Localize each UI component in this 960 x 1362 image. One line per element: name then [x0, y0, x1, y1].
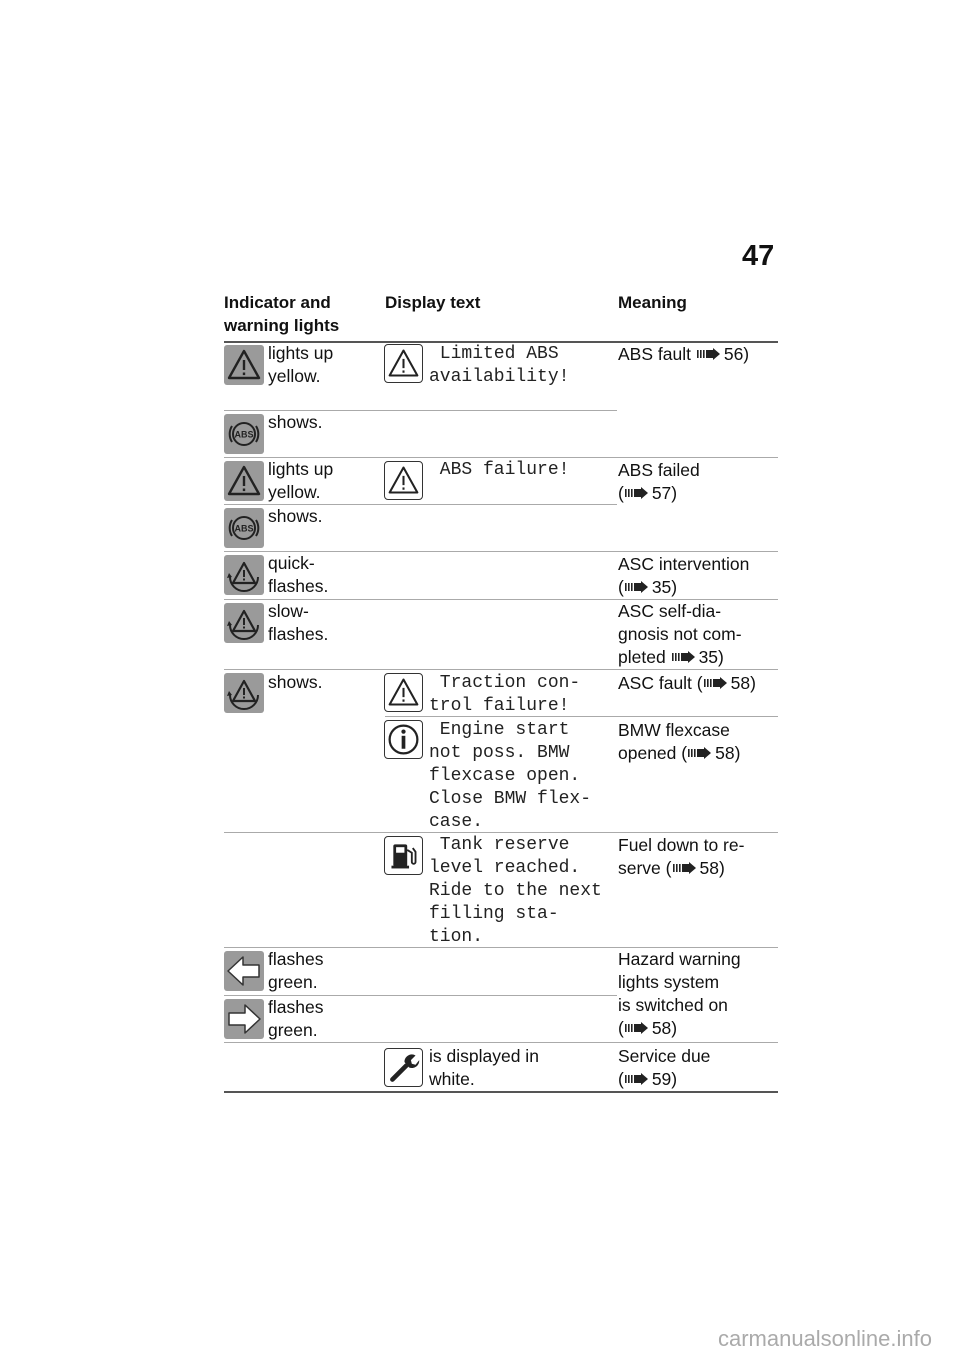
- svg-text:ABS: ABS: [234, 429, 254, 440]
- indicator-state: shows.: [268, 412, 323, 432]
- page-number: 47: [742, 240, 775, 272]
- turn-left-arrow-icon: [224, 951, 264, 991]
- meaning-text: BMW flexcase opened ( 58): [618, 720, 741, 763]
- indicator-state: lights up yellow.: [268, 343, 334, 386]
- warning-triangle-icon: [384, 673, 423, 712]
- warning-triangle-icon: [384, 344, 423, 383]
- header-display-text: Display text: [385, 293, 481, 312]
- meaning-text: ASC intervention ( 35): [618, 554, 750, 597]
- warning-triangle-icon: [224, 345, 264, 385]
- header-indicator: Indicator and warning lights: [224, 293, 340, 335]
- page-reference-arrow-icon: [625, 1073, 649, 1085]
- indicator-state: lights up yellow.: [268, 459, 334, 502]
- row-divider: [224, 669, 778, 670]
- indicator-state: slow- flashes.: [268, 601, 329, 644]
- fuel-pump-icon: [384, 836, 423, 875]
- indicator-state: flashes green.: [268, 997, 324, 1040]
- meaning-text: ABS failed ( 57): [618, 460, 700, 503]
- row-divider: [224, 1042, 778, 1043]
- display-text: ABS failure!: [429, 460, 570, 480]
- meaning-text: Fuel down to re- serve ( 58): [618, 835, 745, 878]
- wrench-icon: [384, 1048, 423, 1087]
- meaning-text: Hazard warning lights system is switched on ( 58): [618, 949, 741, 1038]
- display-text: Traction con- trol failure!: [429, 673, 581, 716]
- page-reference-arrow-icon: [672, 651, 696, 663]
- display-text: Limited ABS availability!: [429, 344, 570, 387]
- display-text: Engine start not poss. BMW flexcase open. Close BMW flex- case.: [429, 720, 592, 832]
- display-text: Tank reserve level reached. Ride to the next filling sta- tion.: [429, 835, 602, 947]
- display-text: is displayed in white.: [429, 1046, 539, 1089]
- header-meaning: Meaning: [618, 293, 687, 312]
- svg-text:ABS: ABS: [234, 523, 254, 534]
- page-reference-arrow-icon: [697, 348, 721, 360]
- abs-icon: [224, 414, 264, 454]
- asc-icon: [224, 603, 264, 643]
- asc-icon: [224, 555, 264, 595]
- page-reference-arrow-icon: [625, 487, 649, 499]
- info-icon: [384, 720, 423, 759]
- meaning-text: ABS fault 56): [618, 344, 750, 364]
- page-reference-arrow-icon: [704, 677, 728, 689]
- asc-icon: [224, 673, 264, 713]
- turn-right-arrow-icon: [224, 999, 264, 1039]
- page-reference-arrow-icon: [688, 747, 712, 759]
- indicator-state: quick- flashes.: [268, 553, 329, 596]
- watermark: carmanualsonline.info: [717, 1326, 932, 1351]
- page-reference-arrow-icon: [625, 581, 649, 593]
- abs-icon: [224, 508, 264, 548]
- table-bottom-rule: [224, 1091, 778, 1093]
- meaning-text: ASC fault ( 58): [618, 673, 756, 693]
- meaning-text: Service due ( 59): [618, 1046, 711, 1089]
- meaning-text: ASC self-dia- gnosis not com- pleted 35): [618, 601, 742, 667]
- page-reference-arrow-icon: [625, 1022, 649, 1034]
- indicator-state: shows.: [268, 672, 323, 692]
- indicator-state: shows.: [268, 506, 323, 526]
- page-reference-arrow-icon: [673, 862, 697, 874]
- warning-triangle-icon: [384, 461, 423, 500]
- indicator-state: flashes green.: [268, 949, 324, 992]
- warning-triangle-icon: [224, 461, 264, 501]
